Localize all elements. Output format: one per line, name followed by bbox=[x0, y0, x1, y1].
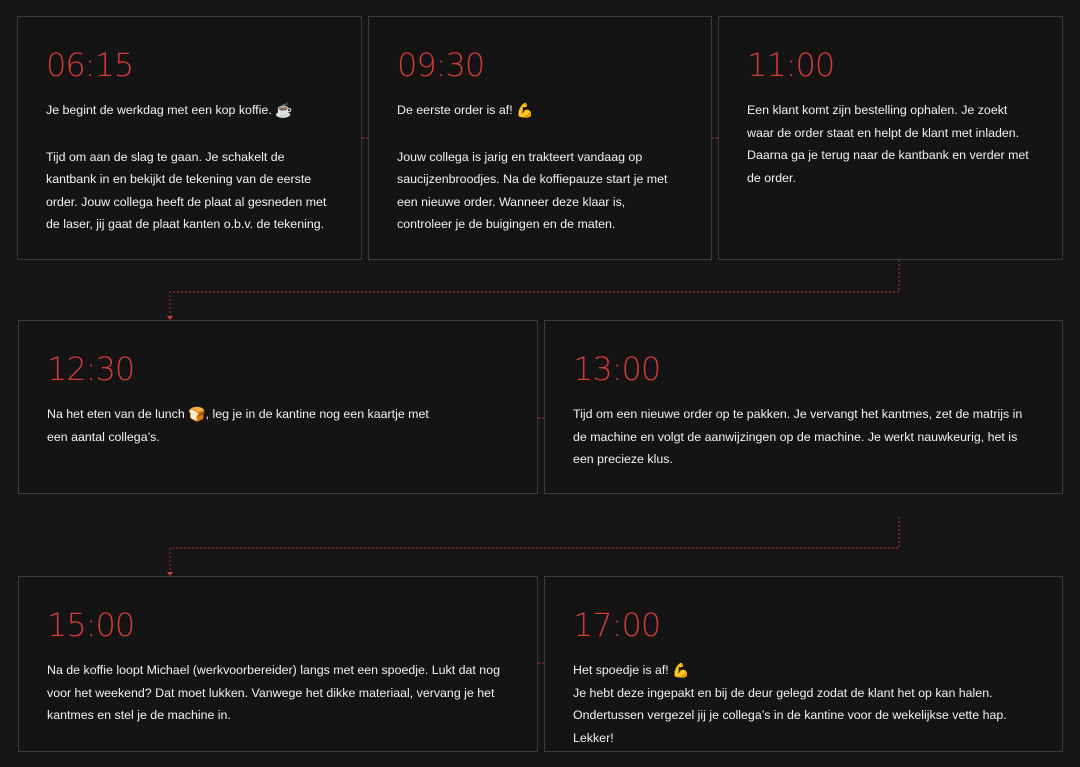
coffee-icon: ☕ bbox=[275, 102, 293, 118]
timeline-card-1300 bbox=[544, 320, 1063, 494]
timeline-card-1230 bbox=[18, 320, 538, 494]
timeline-card-0615 bbox=[17, 16, 362, 260]
card-text-intro: Je begint de werkdag met een kop koffie. bbox=[46, 103, 276, 117]
card-text bbox=[46, 99, 333, 122]
card-time: 09:30 bbox=[397, 46, 485, 84]
card-time: 15:00 bbox=[47, 606, 135, 644]
card-time: 12:30 bbox=[47, 350, 135, 388]
card-time: 13:00 bbox=[573, 350, 661, 388]
timeline-card-1700 bbox=[544, 576, 1063, 752]
card-text bbox=[573, 659, 1034, 682]
connector-row1-to-row2 bbox=[170, 260, 899, 316]
card-time: 06:15 bbox=[46, 46, 134, 84]
card-text-body: Na de koffie loopt Michael (werkvoorbereider) langs met een spoedje. Lukt dat nog voor het weekend? Dat moet lukken. Vanwege het dikke materiaal, vervang je het kantmes en stel je de machine in. bbox=[47, 663, 500, 722]
connector-row2-to-row3 bbox=[170, 517, 899, 572]
card-time: 17:00 bbox=[573, 606, 661, 644]
timeline-card-1500 bbox=[18, 576, 538, 752]
card-text-intro: Na het eten van de lunch bbox=[47, 407, 189, 421]
card-text-body: Jouw collega is jarig en trakteert vandaag op saucijzenbroodjes. Na de koffiepauze start je met een nieuwe order. Wanneer deze klaar is, controleer je de buigingen en de maten. bbox=[397, 149, 668, 231]
timeline-card-1100 bbox=[718, 16, 1063, 260]
card-text-intro: Het spoedje is af! bbox=[573, 663, 673, 677]
card-text-body: Een klant komt zijn bestelling ophalen. Je zoekt waar de order staat en helpt de klant met inladen. Daarna ga je terug naar de kantbank en verder met de order. bbox=[747, 103, 1029, 185]
card-text-body: Je hebt deze ingepakt en bij de deur gelegd zodat de klant het op kan halen. Ondertussen vergezel jij je collega’s in de kantine voor de wekelijkse vette hap. Lekker! bbox=[573, 685, 1007, 745]
flexed-biceps-icon: 💪 bbox=[516, 102, 534, 118]
card-text-body: Tijd om een nieuwe order op te pakken. Je vervangt het kantmes, zet de matrijs in de machine en volgt de aanwijzingen op de machine. Je werkt nauwkeurig, het is een precieze klus. bbox=[573, 407, 1023, 466]
card-text bbox=[397, 99, 683, 122]
card-text-body: Tijd om aan de slag te gaan. Je schakelt de kantbank in en bekijkt de tekening van de eerste order. Jouw collega heeft de plaat al gesneden met de laser, jij gaat de plaat kanten o.b.v. de tekening. bbox=[46, 149, 327, 231]
card-text-rest: , leg je in de kantine nog een kaartje met een aantal collega’s. bbox=[47, 407, 429, 444]
timeline-card-0930 bbox=[368, 16, 712, 260]
bread-icon: 🍞 bbox=[188, 406, 206, 422]
flexed-biceps-icon: 💪 bbox=[672, 662, 690, 678]
card-text-body bbox=[47, 403, 437, 448]
card-text-intro: De eerste order is af! bbox=[397, 103, 517, 117]
card-time: 11:00 bbox=[747, 46, 835, 84]
